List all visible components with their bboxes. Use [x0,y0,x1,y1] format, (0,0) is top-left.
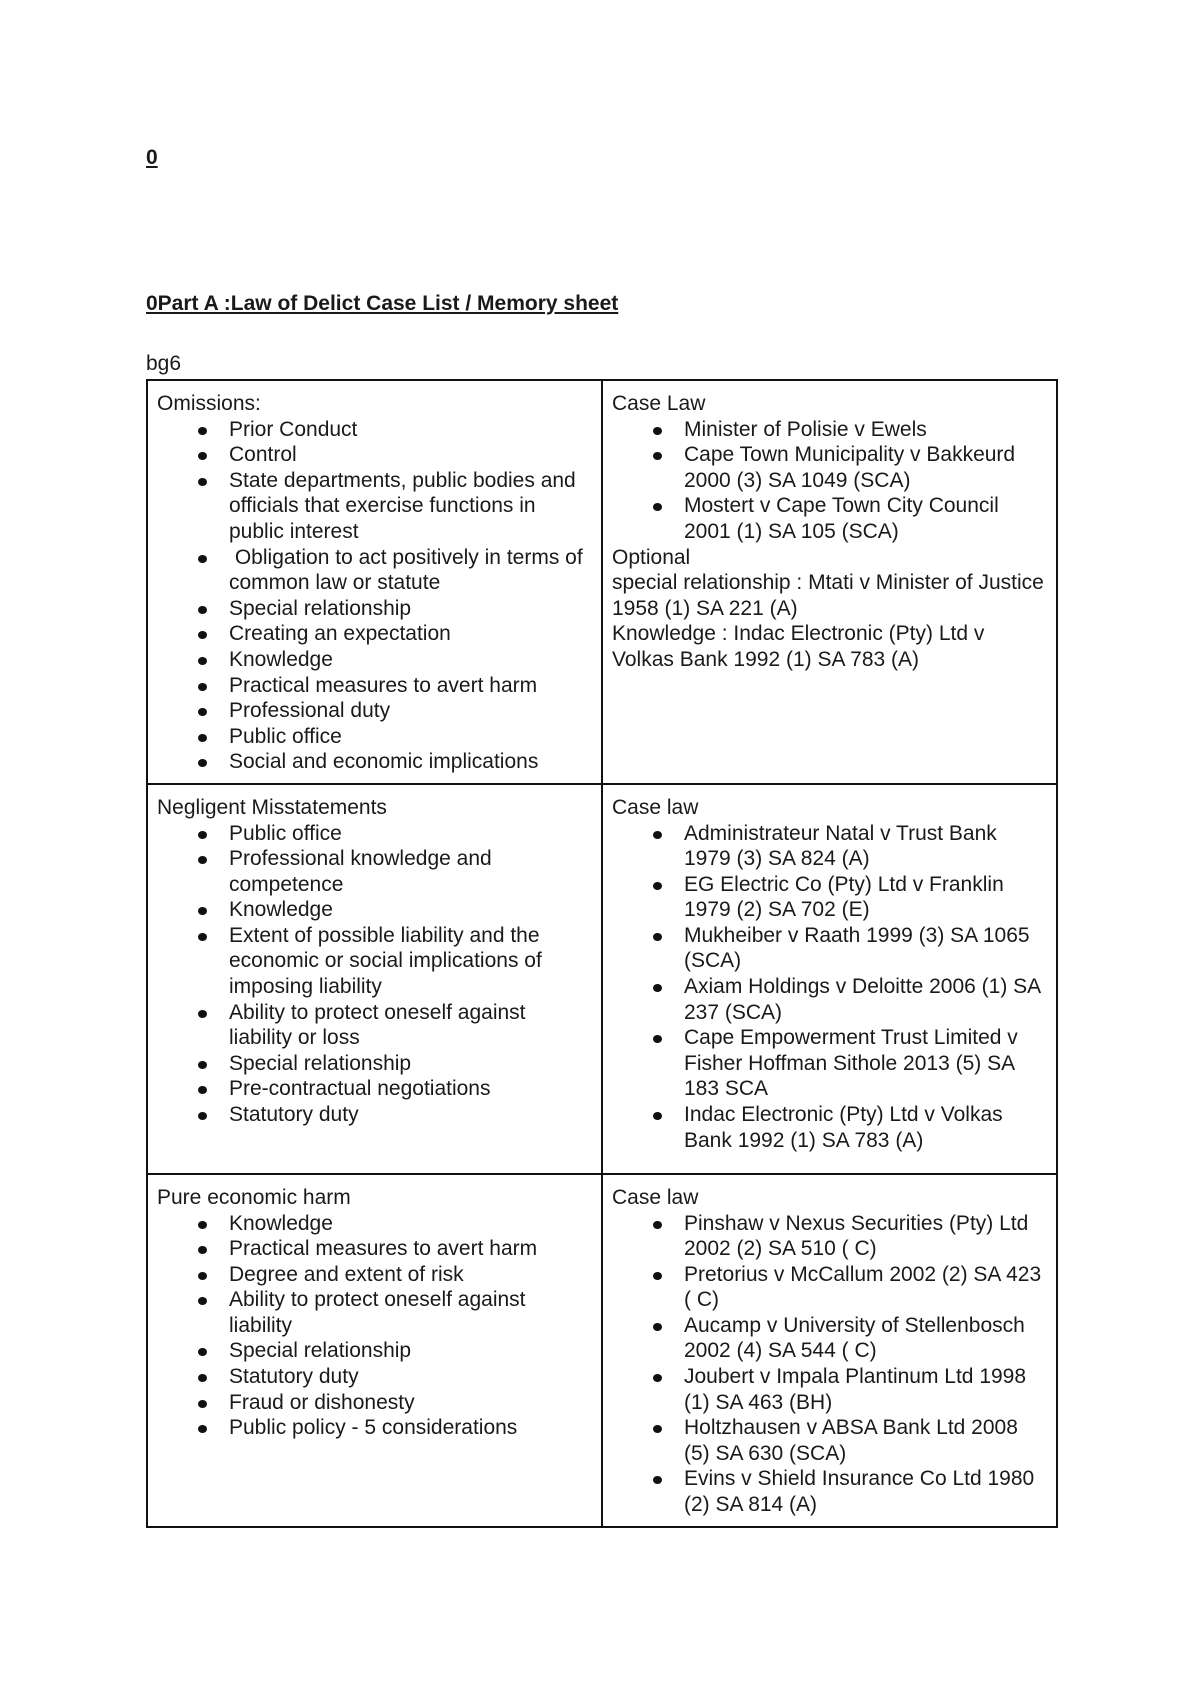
optional-label: Optional [612,545,691,569]
list-item: Degree and extent of risk [229,1262,593,1288]
list-item: Practical measures to avert harm [229,673,593,699]
list-item: Statutory duty [229,1364,593,1390]
list-item: Statutory duty [229,1102,593,1128]
omissions-heading: Omissions: [157,392,261,415]
omissions-case-law-heading: Case Law [612,392,706,415]
list-item: Axiam Holdings v Deloitte 2006 (1) SA 237 (SCA) [684,974,1048,1025]
pure-economic-harm-heading: Pure economic harm [157,1185,351,1209]
list-item: Ability to protect oneself against liability or loss [229,1000,593,1051]
list-item: Social and economic implications [229,749,593,775]
table-row-omissions [147,380,1057,784]
table-row-pure-economic-harm [147,1174,1057,1527]
list-item: Joubert v Impala Plantinum Ltd 1998 (1) SA 463 (BH) [684,1364,1048,1415]
list-item: Evins v Shield Insurance Co Ltd 1980 (2) SA 814 (A) [684,1466,1048,1517]
list-item: Professional knowledge and competence [229,846,593,897]
list-item: Public office [229,821,593,847]
list-item: Pre-contractual negotiations [229,1076,593,1102]
optional-case-knowledge: Knowledge : Indac Electronic (Pty) Ltd v Volkas Bank 1992 (1) SA 783 (A) [612,622,985,671]
omissions-cell [147,380,602,784]
list-item: Minister of Polisie v Ewels [684,417,1048,443]
list-item: Knowledge [229,897,593,923]
list-item: Aucamp v University of Stellenbosch 2002 (4) SA 544 ( C) [684,1313,1048,1364]
list-item: Practical measures to avert harm [229,1236,593,1262]
list-item: Professional duty [229,698,593,724]
negligent-misstatements-case-list [612,821,1048,1154]
pure-economic-harm-case-law-heading: Case law [612,1185,699,1209]
list-item: Pinshaw v Nexus Securities (Pty) Ltd 2002 (2) SA 510 ( C) [684,1211,1048,1262]
list-item: Creating an expectation [229,621,593,647]
list-item: Indac Electronic (Pty) Ltd v Volkas Bank 1992 (1) SA 783 (A) [684,1102,1048,1153]
list-item: EG Electric Co (Pty) Ltd v Franklin 1979 (2) SA 702 (E) [684,872,1048,923]
list-item: Public office [229,724,593,750]
list-item: Extent of possible liability and the economic or social implications of imposing liability [229,923,593,1000]
list-item: Prior Conduct [229,417,593,443]
pure-economic-harm-case-law-cell [602,1174,1057,1527]
list-item: Knowledge [229,1211,593,1237]
pure-economic-harm-list [157,1211,593,1441]
list-item: Fraud or dishonesty [229,1390,593,1416]
list-item: Pretorius v McCallum 2002 (2) SA 423 ( C) [684,1262,1048,1313]
pure-economic-harm-case-list [612,1211,1048,1518]
list-item: Special relationship [229,1051,593,1077]
document-title: 0Part A :Law of Delict Case List / Memory sheet [146,292,619,315]
list-item: Cape Town Municipality v Bakkeurd 2000 (3) SA 1049 (SCA) [684,442,1048,493]
omissions-case-law-cell [602,380,1057,784]
list-item: Special relationship [229,596,593,622]
code-label: bg6 [146,352,182,375]
list-item: Special relationship [229,1338,593,1364]
list-item: Control [229,442,593,468]
optional-case-special-relationship: special relationship : Mtati v Minister of Justice 1958 (1) SA 221 (A) [612,571,1044,620]
negligent-misstatements-case-law-cell [602,784,1057,1174]
list-item: Obligation to act positively in terms of common law or statute [229,545,593,596]
page-heading-zero: 0 [146,146,158,169]
negligent-misstatements-list [157,821,593,1128]
negligent-misstatements-cell [147,784,602,1174]
negligent-misstatements-heading: Negligent Misstatements [157,795,387,819]
list-item: Ability to protect oneself against liability [229,1287,593,1338]
negligent-misstatements-case-law-heading: Case law [612,795,699,819]
pure-economic-harm-cell [147,1174,602,1527]
list-item: Cape Empowerment Trust Limited v Fisher Hoffman Sithole 2013 (5) SA 183 SCA [684,1025,1048,1102]
list-item: Knowledge [229,647,593,673]
omissions-list [157,417,593,775]
case-list-table [146,379,1058,1528]
list-item: Public policy - 5 considerations [229,1415,593,1441]
table-row-negligent-misstatements [147,784,1057,1174]
list-item: Mostert v Cape Town City Council 2001 (1) SA 105 (SCA) [684,493,1048,544]
list-item: Holtzhausen v ABSA Bank Ltd 2008 (5) SA 630 (SCA) [684,1415,1048,1466]
list-item: Mukheiber v Raath 1999 (3) SA 1065 (SCA) [684,923,1048,974]
omissions-case-list [612,417,1048,545]
list-item: Administrateur Natal v Trust Bank 1979 (3) SA 824 (A) [684,821,1048,872]
list-item: State departments, public bodies and officials that exercise functions in public interest [229,468,593,545]
